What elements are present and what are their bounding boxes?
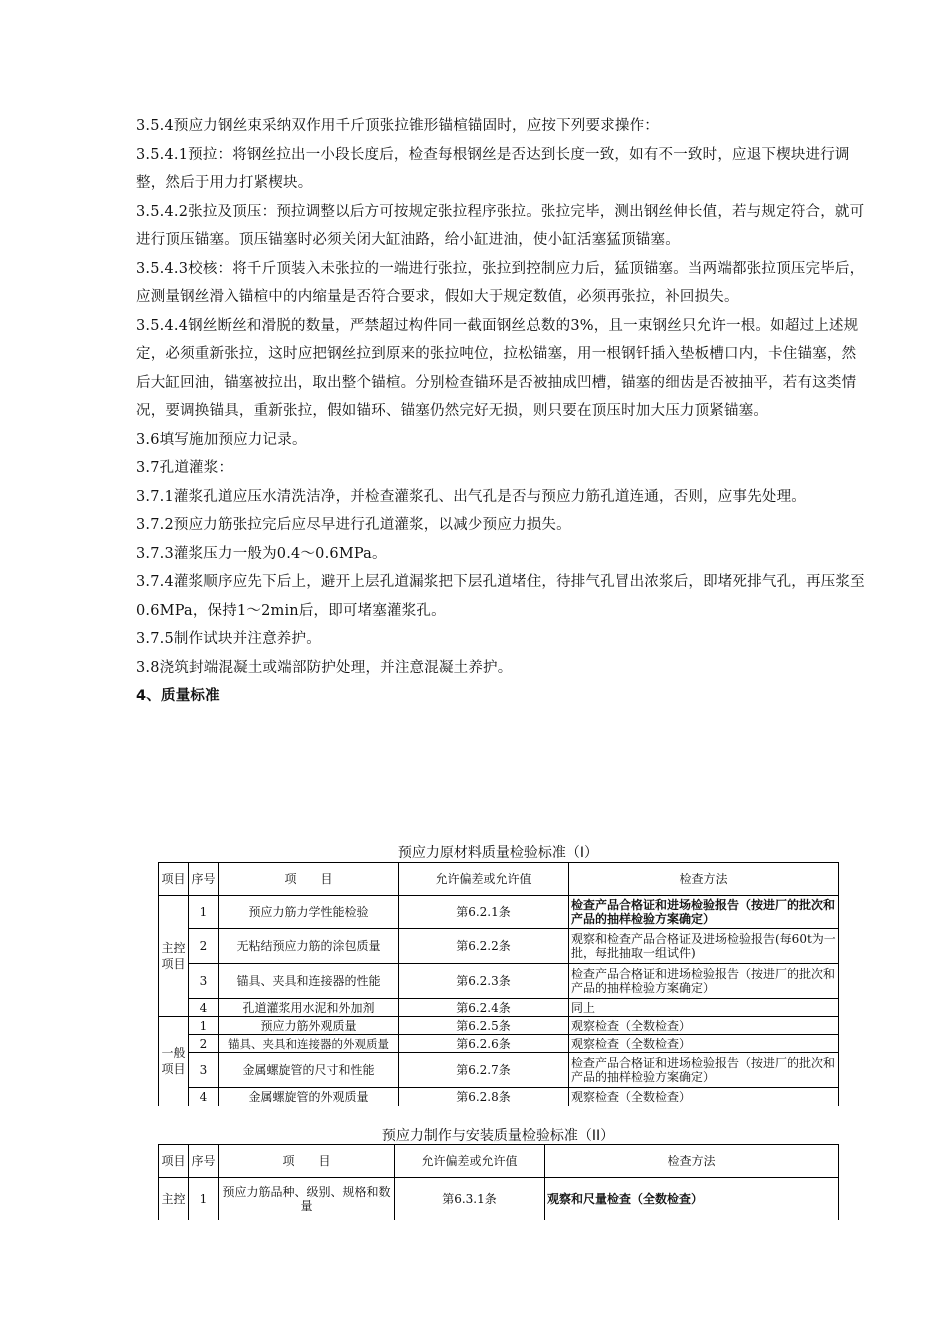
table-row <box>159 1035 839 1053</box>
header-cell: 序号 <box>189 863 219 896</box>
table2 <box>158 1144 839 1220</box>
header-cell: 项目 <box>159 863 189 896</box>
cell: 观察和检查产品合格证及进场检验报告(每60t为一批，每批抽取一组试件) <box>569 929 839 964</box>
header-cell: 项目 <box>159 1145 189 1178</box>
cell: 金属螺旋管的外观质量 <box>219 1088 399 1106</box>
paragraph: 3.6填写施加预应力记录。 <box>136 431 307 448</box>
paragraph: 3.5.4.3校核：将千斤顶装入未张拉的一端进行张拉，张拉到控制应力后，猛顶锚塞。当两端都张拉顶压完毕后，应测量钢丝滑入锚楦中的内缩量是否符合要求，假如大于规定数值，必须再张拉，补回损失。 <box>136 260 865 305</box>
cell: 3 <box>189 964 219 999</box>
cell: 1 <box>189 1017 219 1035</box>
cell: 第6.2.8条 <box>399 1088 569 1106</box>
cell: 4 <box>189 1088 219 1106</box>
table-row <box>159 1088 839 1106</box>
header-cell: 检查方法 <box>569 863 839 896</box>
cell: 锚具、夹具和连接器的性能 <box>219 964 399 999</box>
paragraph: 3.5.4.4钢丝断丝和滑脱的数量，严禁超过构件同一截面钢丝总数的3%，且一束钢丝只允许一根。如超过上述规定，必须重新张拉，这时应把钢丝拉到原来的张拉吨位，拉松锚塞，用一根钢钎插入垫板槽口内，卡住锚塞，然后大缸回油，锚塞被拉出，取出整个锚楦。分别检查锚环是否被抽成凹槽，锚塞的细齿是否被抽平，若有这类情况，要调换锚具，重新张拉，假如锚环、锚塞仍然完好无损，则只要在顶压时加大压力顶紧锚塞。 <box>136 317 859 419</box>
group-cell-general: 一般项目 <box>159 1017 189 1106</box>
table2-header-row <box>159 1145 839 1178</box>
cell: 1 <box>189 896 219 929</box>
table-row <box>159 1053 839 1088</box>
paragraph: 3.5.4.2张拉及顶压：预拉调整以后方可按规定张拉程序张拉。张拉完毕，测出钢丝伸长值，若与规定符合，就可进行顶压锚塞。顶压锚塞时必须关闭大缸油路，给小缸进油，使小缸活塞猛顶锚塞。 <box>136 203 865 248</box>
cell: 第6.2.5条 <box>399 1017 569 1035</box>
cell: 观察检查（全数检查） <box>569 1035 839 1053</box>
cell: 无粘结预应力筋的涂包质量 <box>219 929 399 964</box>
cell: 观察和尺量检查（全数检查） <box>545 1178 839 1220</box>
cell: 3 <box>189 1053 219 1088</box>
paragraph: 3.5.4.1预拉：将钢丝拉出一小段长度后，检查每根钢丝是否达到长度一致，如有不一致时，应退下楔块进行调整，然后于用力打紧楔块。 <box>136 146 850 191</box>
cell: 第6.2.6条 <box>399 1035 569 1053</box>
group-cell-main: 主控项目 <box>159 896 189 1017</box>
cell: 预应力筋外观质量 <box>219 1017 399 1035</box>
header-cell: 序号 <box>189 1145 219 1178</box>
cell: 观察检查（全数检查） <box>569 1017 839 1035</box>
table2-title: 预应力制作与安装质量检验标准（II） <box>381 1128 615 1144</box>
header-cell: 项 目 <box>219 863 399 896</box>
body-text <box>136 112 866 711</box>
cell: 预应力筋品种、级别、规格和数量 <box>219 1178 395 1220</box>
cell: 检查产品合格证和进场检验报告（按进厂的批次和产品的抽样检验方案确定） <box>569 896 839 929</box>
header-cell: 允许偏差或允许值 <box>395 1145 545 1178</box>
cell: 观察检查（全数检查） <box>569 1088 839 1106</box>
cell: 预应力筋力学性能检验 <box>219 896 399 929</box>
cell: 第6.2.3条 <box>399 964 569 999</box>
section-heading: 4、质量标准 <box>136 688 220 704</box>
table1-title: 预应力原材料质量检验标准（I） <box>397 845 599 861</box>
cell: 2 <box>189 929 219 964</box>
header-cell: 允许偏差或允许值 <box>399 863 569 896</box>
cell: 同上 <box>569 999 839 1017</box>
paragraph: 3.8浇筑封端混凝土或端部防护处理，并注意混凝土养护。 <box>136 659 513 676</box>
cell: 第6.2.7条 <box>399 1053 569 1088</box>
paragraph: 3.7.5制作试块并注意养护。 <box>136 631 321 647</box>
cell: 2 <box>189 1035 219 1053</box>
header-cell: 项 目 <box>219 1145 395 1178</box>
cell: 锚具、夹具和连接器的外观质量 <box>219 1035 399 1053</box>
header-cell: 检查方法 <box>545 1145 839 1178</box>
table1-header-row <box>159 863 839 896</box>
paragraph: 3.7孔道灌浆： <box>136 460 234 476</box>
paragraph: 3.7.1灌浆孔道应压水清洗洁净，并检查灌浆孔、出气孔是否与预应力筋孔道连通，否则，应事先处理。 <box>136 488 806 505</box>
table1 <box>158 862 839 1106</box>
cell: 金属螺旋管的尺寸和性能 <box>219 1053 399 1088</box>
table-row <box>159 1017 839 1035</box>
paragraph: 3.5.4预应力钢丝束采纳双作用千斤顶张拉锥形锚楦锚固时，应按下列要求操作： <box>136 118 659 134</box>
group-cell-main: 主控 <box>159 1178 189 1220</box>
table-row <box>159 1178 839 1220</box>
table-row <box>159 964 839 999</box>
cell: 第6.2.2条 <box>399 929 569 964</box>
cell: 检查产品合格证和进场检验报告（按进厂的批次和产品的抽样检验方案确定） <box>569 1053 839 1088</box>
paragraph: 3.7.2预应力筋张拉完后应尽早进行孔道灌浆，以减少预应力损失。 <box>136 517 571 533</box>
cell: 1 <box>189 1178 219 1220</box>
cell: 孔道灌浆用水泥和外加剂 <box>219 999 399 1017</box>
table-row <box>159 896 839 929</box>
cell: 第6.2.1条 <box>399 896 569 929</box>
table-row <box>159 929 839 964</box>
table-row <box>159 999 839 1017</box>
paragraph: 3.7.4灌浆顺序应先下后上，避开上层孔道漏浆把下层孔道堵住，待排气孔冒出浓浆后，即堵死排气孔，再压浆至0.6MPa，保持1～2min后，即可堵塞灌浆孔。 <box>136 574 865 619</box>
cell: 第6.2.4条 <box>399 999 569 1017</box>
paragraph: 3.7.3灌浆压力一般为0.4～0.6MPa。 <box>136 545 387 562</box>
cell: 第6.3.1条 <box>395 1178 545 1220</box>
cell: 检查产品合格证和进场检验报告（按进厂的批次和产品的抽样检验方案确定） <box>569 964 839 999</box>
cell: 4 <box>189 999 219 1017</box>
